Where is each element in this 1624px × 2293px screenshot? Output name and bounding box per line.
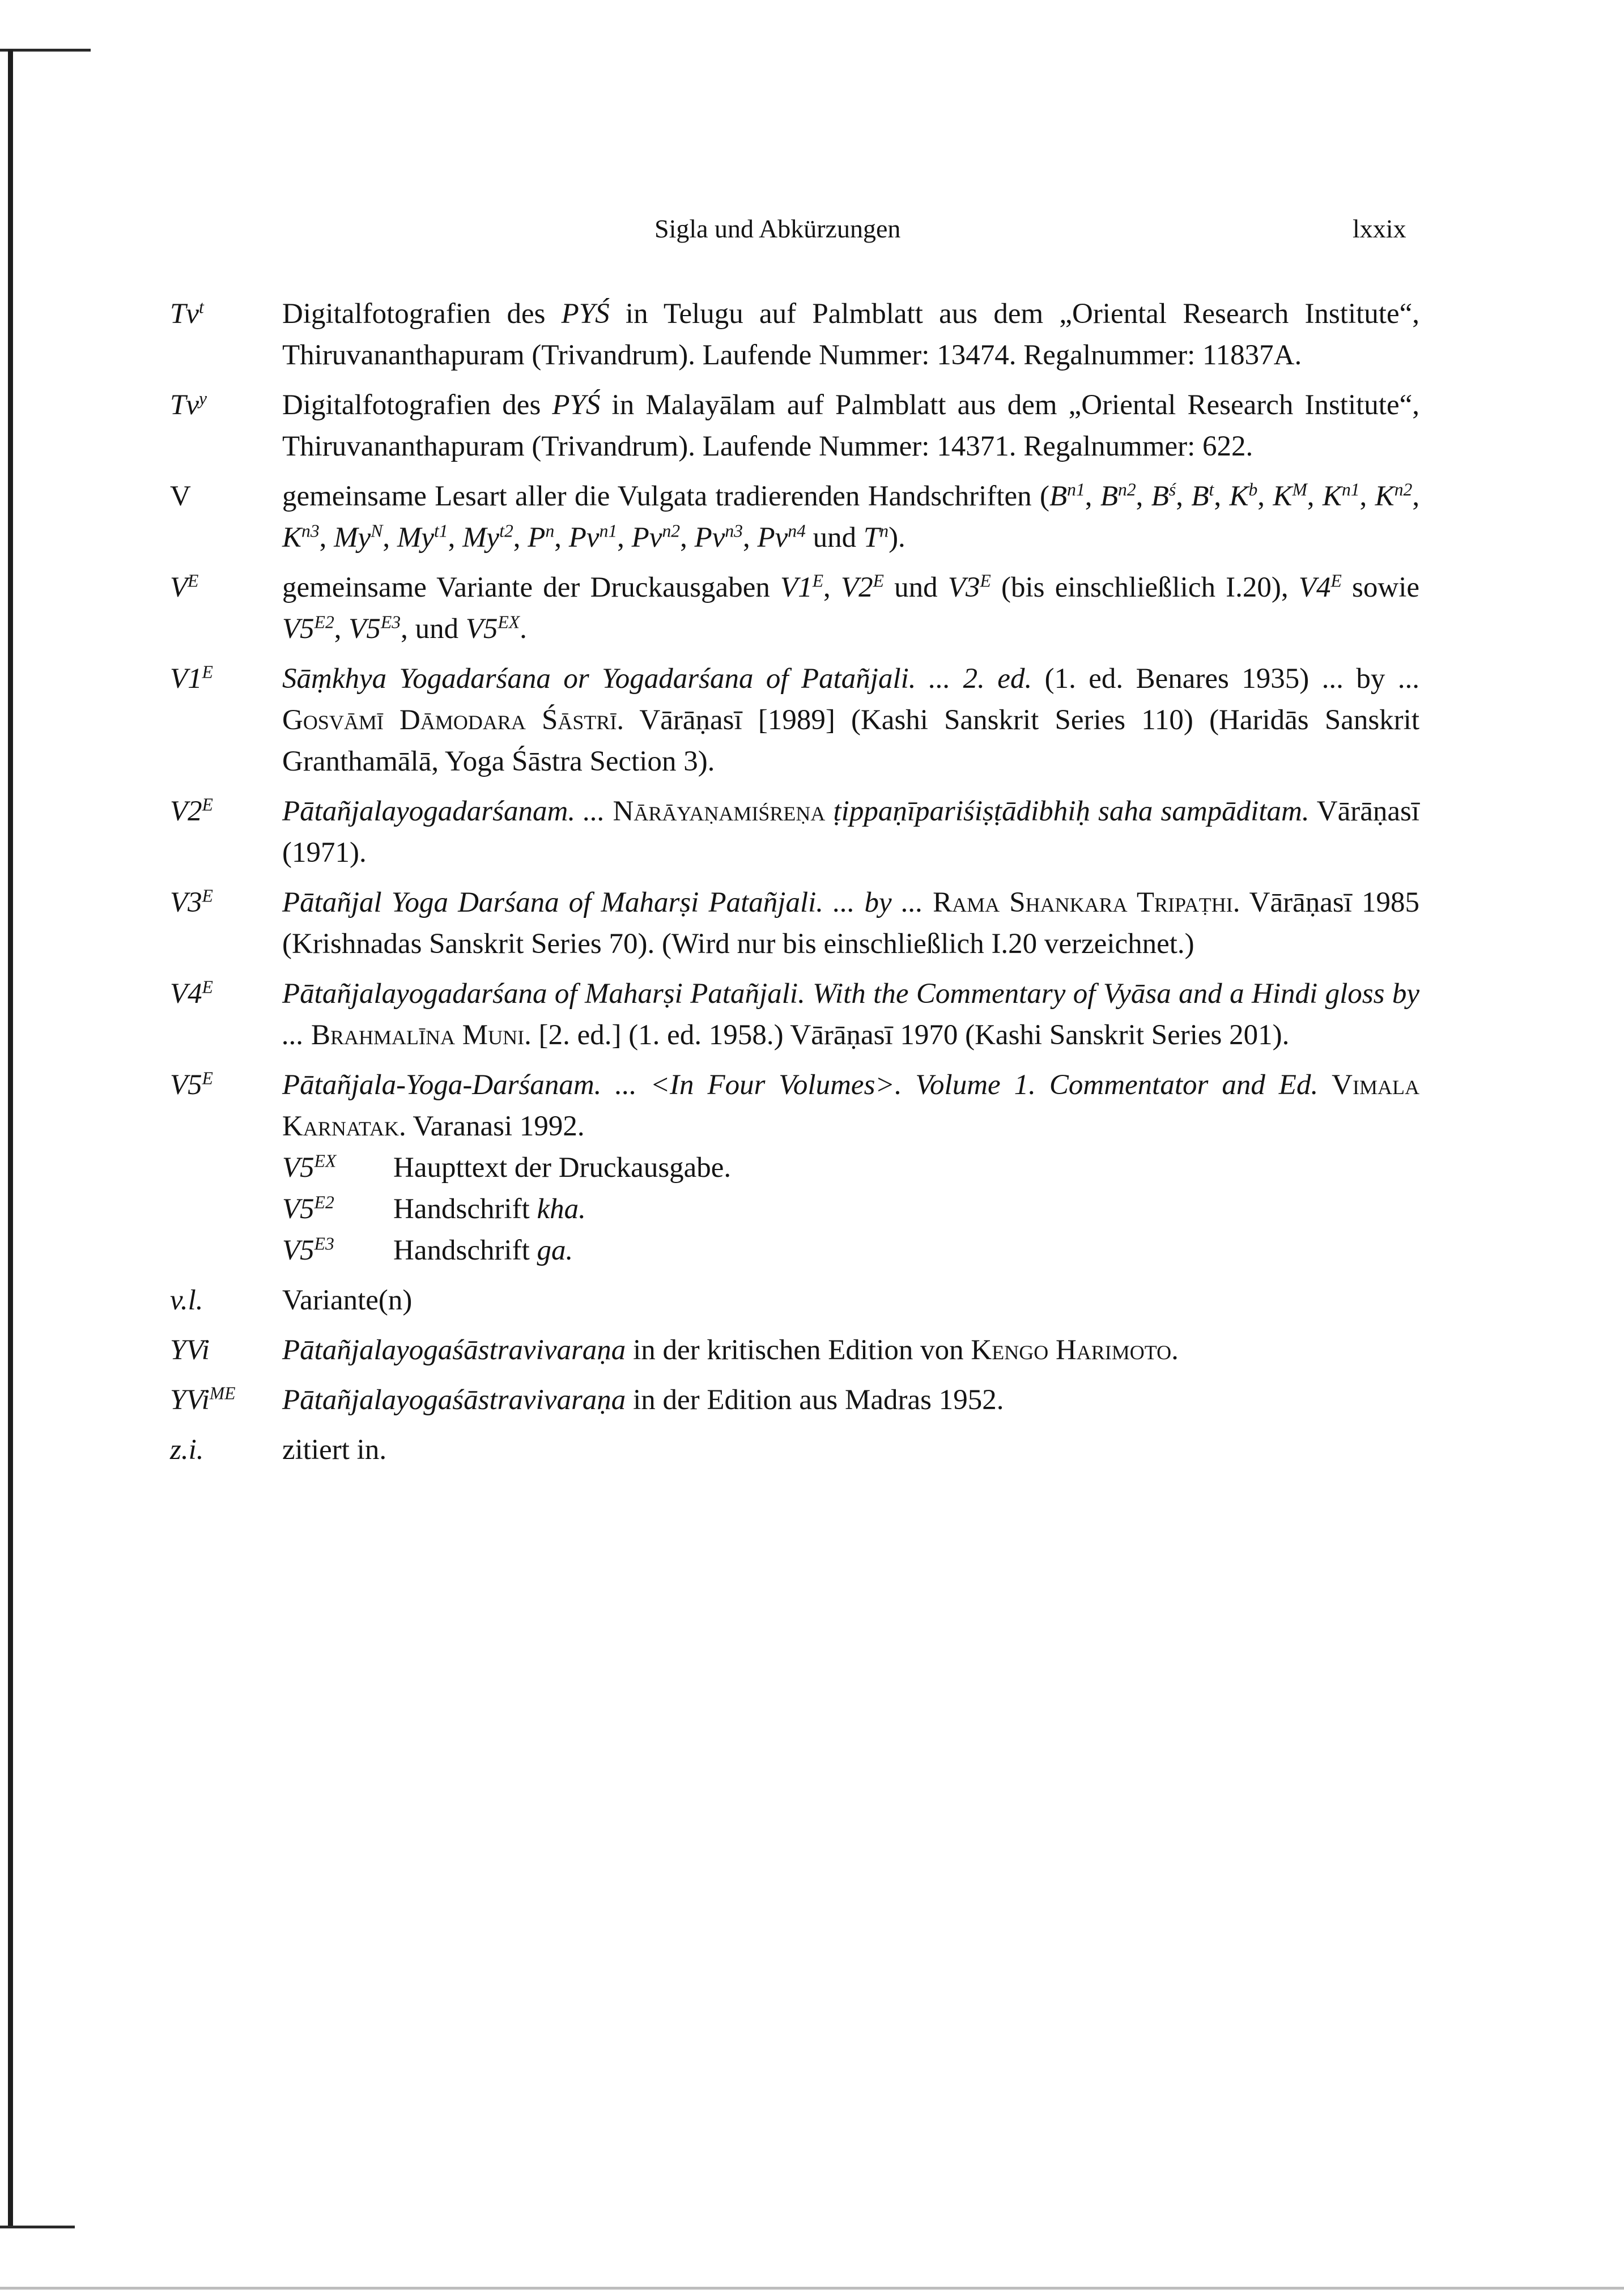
sigla: v.l. <box>170 1284 203 1316</box>
sub-description: Handschrift ga. <box>393 1235 573 1266</box>
entry-description: Pātañjalayogadarśanam. ... Nārāyaṇamiśreṇa ṭippaṇīpariśiṣṭādibhiḥ saha sampāditam. Vārāṇasī (1971). <box>282 795 1420 869</box>
entry-description: Pātañjalayogaśāstravivaraṇa in der kritischen Edition von Kengo Harimoto. <box>282 1334 1179 1366</box>
entry-description: gemeinsame Lesart aller die Vulgata tradierenden Handschriften ($B^{n1}$, $B^{n2}$, $B^ś$, $B^t$, $K^b$, $K^M$, $K^{n1}$, $K^{n2}$, $K^{n3}$, $My^N$, $My^{t1}$, $My^{t2}$, $P^n$, $Pv^{n1}$, $Pv^{n2}$, $Pv^{n3}$, $Pv^{n4}$ und $T^n$). <box>282 479 1420 554</box>
sigla: Tv$^t$ <box>170 297 204 330</box>
manuscript-siglum: $My^{t2}$ <box>462 521 513 554</box>
manuscript-siglum: $K^{n2}$ <box>1375 479 1413 512</box>
entry-ve <box>170 567 1419 650</box>
sub-entry <box>282 1147 1419 1189</box>
sigla: YVi$^{ME}$ <box>170 1383 236 1416</box>
sub-entry <box>282 1230 1419 1271</box>
entry-description: zitiert in. <box>282 1434 387 1466</box>
entry-vl <box>170 1280 1419 1321</box>
entry-description: Digitalfotografien des PYŚ in Telugu auf Palmblatt aus dem „Oriental Research Institute“, Thiruvananthapuram (Trivandrum). Laufende Nummer: 13474. Regalnummer: 11837A. <box>282 298 1419 371</box>
entry-description: Variante(n) <box>282 1284 413 1316</box>
sigla-list <box>170 293 1419 1479</box>
manuscript-siglum: $K^b$ <box>1229 479 1258 512</box>
sigla: YVi <box>170 1334 210 1366</box>
entry-description: Digitalfotografien des PYŚ in Malayālam auf Palmblatt aus dem „Oriental Research Institute“, Thiruvananthapuram (Trivandrum). Laufende Nummer: 14371. Regalnummer: 622. <box>282 389 1419 462</box>
manuscript-siglum: $K^M$ <box>1273 479 1307 512</box>
entry-v1e <box>170 658 1419 782</box>
scan-edge-bottom-left <box>0 2226 75 2228</box>
scan-edge-top <box>0 49 91 52</box>
manuscript-siglum: $B^ś$ <box>1151 479 1176 512</box>
entry-description: Pātañjalayogaśāstravivaraṇa in der Edition aus Madras 1952. <box>282 1384 1004 1416</box>
entry-tvy <box>170 385 1419 467</box>
sigla: $V5^E$ <box>170 1068 213 1101</box>
entry-v2e <box>170 791 1419 874</box>
manuscript-siglum: $Pv^{n3}$ <box>694 521 743 554</box>
page-number: lxxix <box>1353 214 1406 243</box>
manuscript-siglum: $P^n$ <box>528 521 555 554</box>
sigla: z.i. <box>170 1434 204 1466</box>
entry-description: Pātañjalayogadarśana of Maharṣi Patañjali. With the Commentary of Vyāsa and a Hindi gloss by ... Brahmalīna Muni. [2. ed.] (1. ed. 1958.) Vārāṇasī 1970 (Kashi Sanskrit Series 201). <box>282 978 1419 1051</box>
manuscript-siglum: $B^{n2}$ <box>1100 479 1136 512</box>
manuscript-list: $B^{n1}$, $B^{n2}$, $B^ś$, $B^t$, $K^b$, $K^M$, $K^{n1}$, $K^{n2}$, $K^{n3}$, $My^N$, $My^{t1}$, $My^{t2}$, $P^n$, $Pv^{n1}$, $Pv^{n2}$, $Pv^{n3}$, $Pv^{n4}$ <box>282 479 1420 554</box>
sub-entry <box>282 1189 1419 1230</box>
sub-sigla: $V5^{EX}$ <box>282 1151 337 1184</box>
sigla: $V3^E$ <box>170 886 213 918</box>
manuscript-siglum: $Pv^{n1}$ <box>568 521 618 554</box>
sigla: $V^E$ <box>170 571 199 603</box>
sigla: $V2^E$ <box>170 794 213 827</box>
entry-v4e <box>170 973 1419 1056</box>
scan-edge-bottom <box>0 2287 1624 2290</box>
entry-v <box>170 476 1419 559</box>
sigla: $V1^E$ <box>170 662 213 695</box>
entry-description: Pātañjal Yoga Darśana of Maharṣi Patañjali. ... by ... Rama Shankara Tripaṭhi. Vārāṇasī 1985 (Krishnadas Sanskrit Series 70). (Wird nur bis einschließlich I.20 verzeichnet.) <box>282 887 1420 960</box>
sub-description: Haupttext der Druckausgabe. <box>393 1152 732 1184</box>
manuscript-siglum: $K^{n3}$ <box>282 521 320 554</box>
entry-zi <box>170 1430 1419 1471</box>
sigla: $V4^E$ <box>170 977 213 1010</box>
manuscript-siglum: $B^t$ <box>1191 479 1214 512</box>
sigla: V <box>170 480 191 512</box>
entry-yvime <box>170 1380 1419 1421</box>
sub-sigla: $V5^{E3}$ <box>282 1233 334 1266</box>
sub-sigla: $V5^{E2}$ <box>282 1192 334 1225</box>
sub-description: Handschrift kha. <box>393 1193 586 1225</box>
sigla: Tv$^y$ <box>170 388 207 421</box>
manuscript-siglum: $My^{t1}$ <box>397 521 448 554</box>
entry-v3e <box>170 882 1419 965</box>
manuscript-siglum: $My^N$ <box>334 521 383 554</box>
entry-v5e <box>170 1065 1419 1271</box>
scan-edge-left <box>8 50 13 2228</box>
manuscript-siglum: $K^{n1}$ <box>1322 479 1360 512</box>
manuscript-siglum: $Pv^{n2}$ <box>631 521 681 554</box>
entry-description: Sāṃkhya Yogadarśana or Yogadarśana of Patañjali. ... 2. ed. (1. ed. Benares 1935) ... by ... Gosvāmī Dāmodara Śāstrī. Vārāṇasī [1989] (Kashi Sanskrit Series 110) (Haridās Sanskrit Granthamālā, Yoga Śāstra Section 3). <box>282 663 1420 777</box>
entry-yvi <box>170 1330 1419 1371</box>
entry-description: Pātañjala-Yoga-Darśanam. ... <In Four Volumes>. Volume 1. Commentator and Ed. Vimala Karnatak. Varanasi 1992. $V5^{EX}$ Haupttext der Druckausgabe. $V5^{E2}$ Handschrift kha. $V5^{E3}$ Handschrift ga. <box>282 1065 1419 1271</box>
running-title: Sigla und Abkürzungen <box>654 214 901 243</box>
entry-description: gemeinsame Variante der Druckausgaben $V1^E$, $V2^E$ und $V3^E$ (bis einschließlich I.20), $V4^E$ sowie $V5^{E2}$, $V5^{E3}$, und $V5^{EX}$. <box>282 571 1420 645</box>
running-head <box>0 211 1624 247</box>
manuscript-siglum: $B^{n1}$ <box>1049 479 1085 512</box>
manuscript-siglum: $Pv^{n4}$ <box>757 521 806 554</box>
entry-tvt <box>170 293 1419 376</box>
